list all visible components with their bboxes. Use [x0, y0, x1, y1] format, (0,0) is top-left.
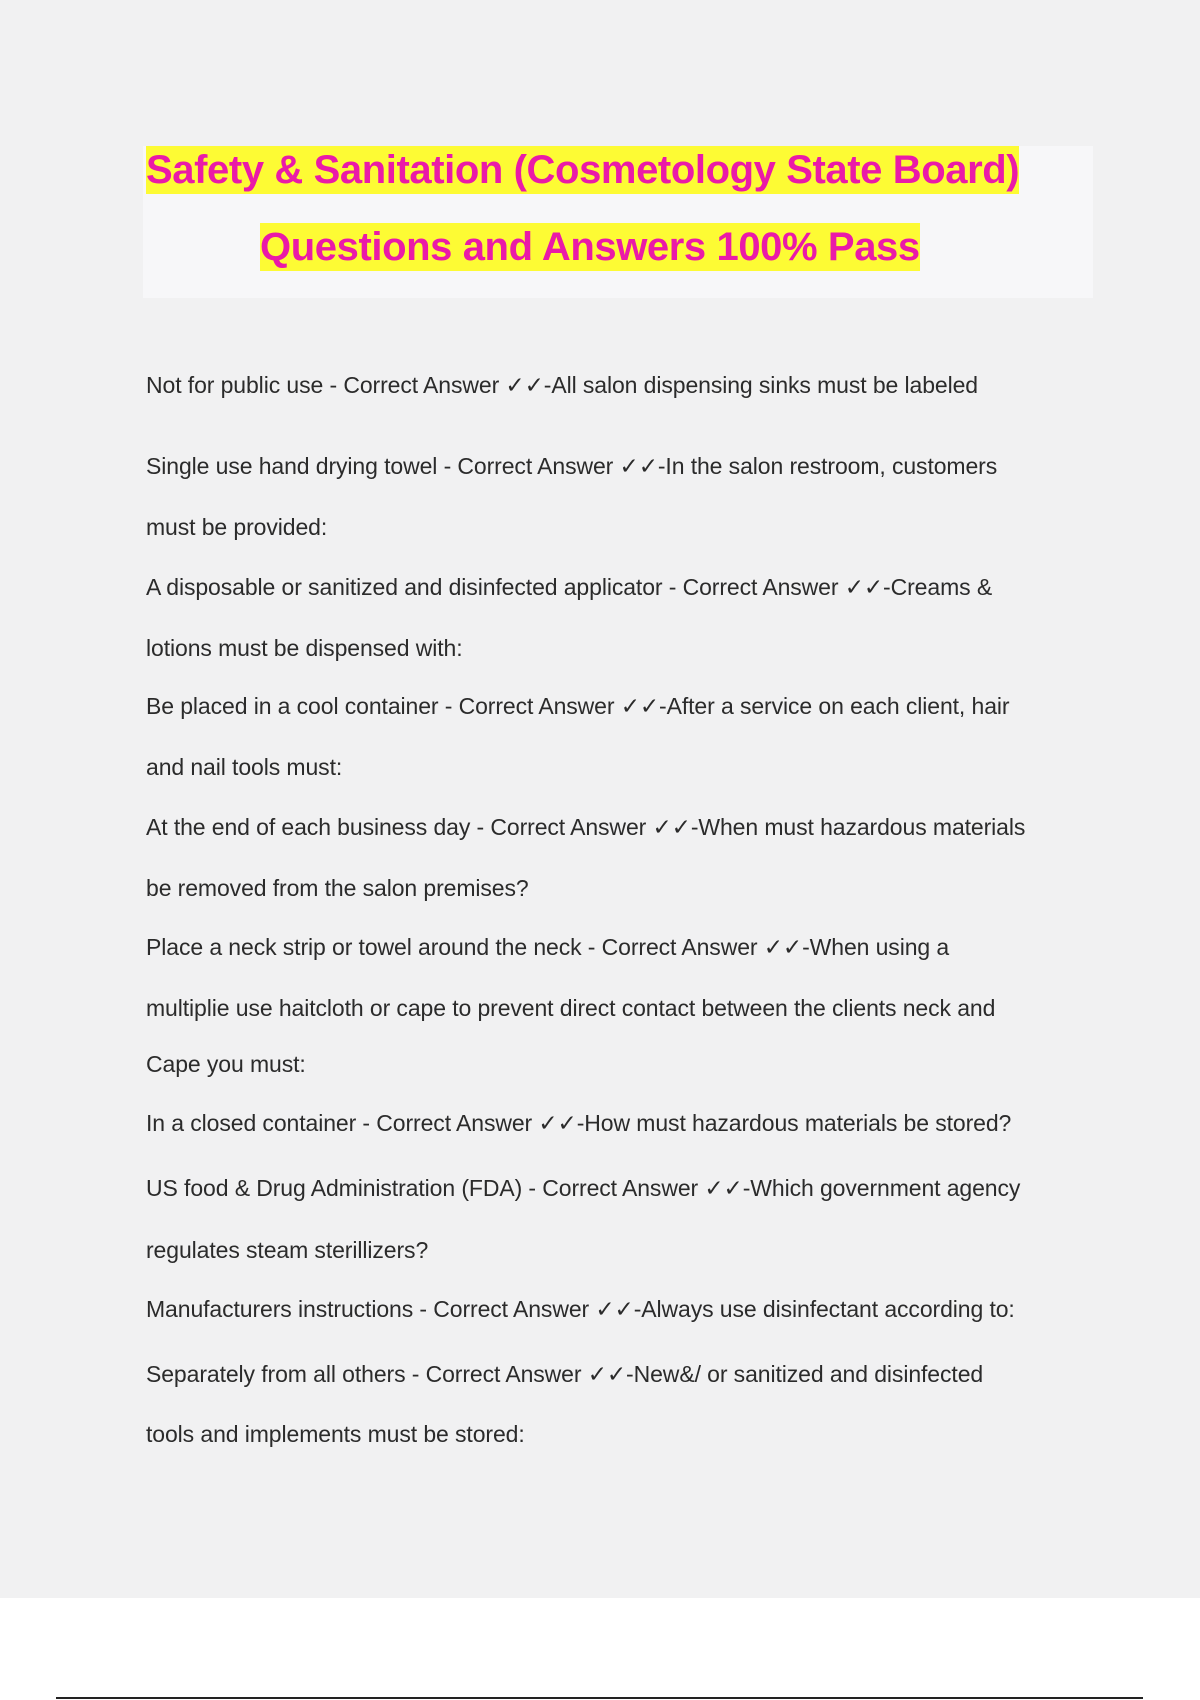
- qa-line: regulates steam sterillizers?: [146, 1237, 429, 1263]
- qa-line: Place a neck strip or towel around the neck - Correct Answer ✓✓-When using a: [146, 934, 950, 960]
- qa-line: US food & Drug Administration (FDA) - Correct Answer ✓✓-Which government agency: [146, 1175, 1021, 1201]
- qa-line: and nail tools must:: [146, 754, 343, 780]
- qa-line: Single use hand drying towel - Correct Answer ✓✓-In the salon restroom, customers: [146, 453, 998, 479]
- qa-line: Not for public use - Correct Answer ✓✓-All salon dispensing sinks must be labeled: [146, 372, 978, 398]
- qa-line: Be placed in a cool container - Correct Answer ✓✓-After a service on each client, hair: [146, 693, 1010, 719]
- qa-line: Cape you must:: [146, 1051, 306, 1077]
- qa-line: A disposable or sanitized and disinfected applicator - Correct Answer ✓✓-Creams &: [146, 574, 993, 600]
- qa-line: Manufacturers instructions - Correct Answer ✓✓-Always use disinfectant according to:: [146, 1296, 1015, 1322]
- page-title-line-1: Safety & Sanitation (Cosmetology State Board): [146, 148, 1020, 192]
- qa-line: be removed from the salon premises?: [146, 875, 529, 901]
- qa-line: lotions must be dispensed with:: [146, 635, 463, 661]
- qa-line: In a closed container - Correct Answer ✓✓-How must hazardous materials be stored?: [146, 1110, 1012, 1136]
- page-title-line-2: Questions and Answers 100% Pass: [260, 225, 920, 269]
- qa-line: At the end of each business day - Correct Answer ✓✓-When must hazardous materials: [146, 814, 1026, 840]
- qa-line: multiplie use haitcloth or cape to prevent direct contact between the clients neck and: [146, 995, 996, 1021]
- bottom-divider: [56, 1697, 1143, 1699]
- title-block: [143, 146, 1093, 298]
- qa-line: tools and implements must be stored:: [146, 1421, 525, 1447]
- qa-line: must be provided:: [146, 514, 328, 540]
- qa-line: Separately from all others - Correct Answer ✓✓-New&/ or sanitized and disinfected: [146, 1361, 984, 1387]
